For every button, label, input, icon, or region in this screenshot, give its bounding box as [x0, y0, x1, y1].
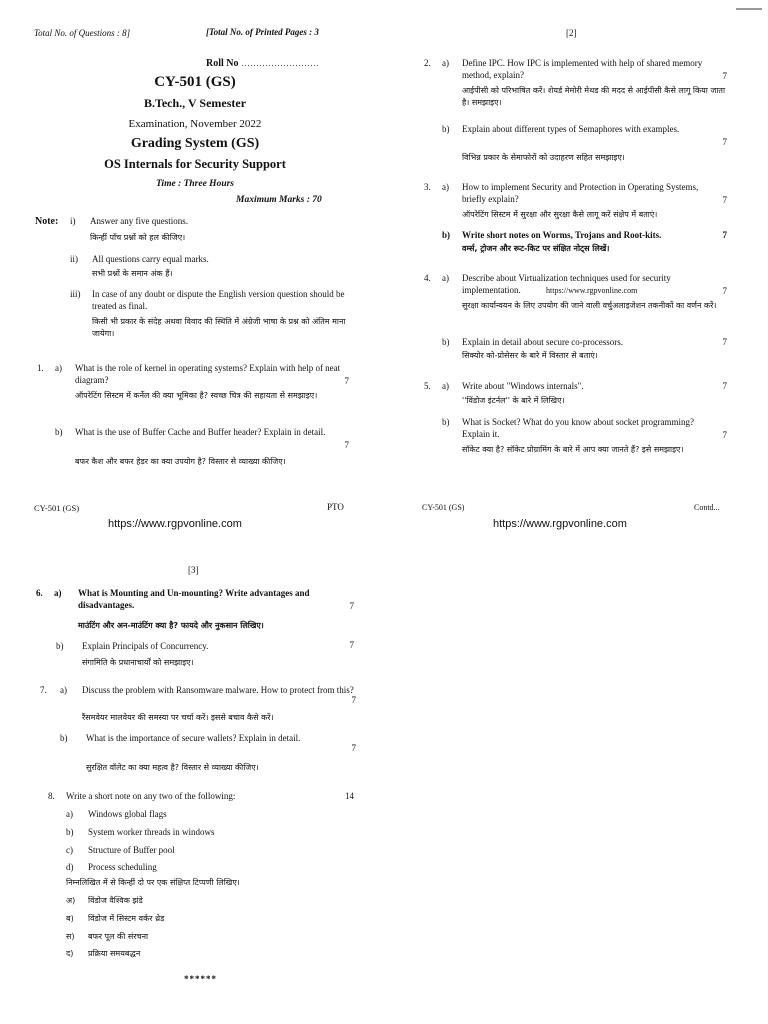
footer-url-1[interactable]: https://www.rgpvonline.com	[108, 518, 242, 530]
footer-contd: Contd...	[694, 503, 720, 512]
edge-mark	[736, 8, 762, 10]
time-label: Time : Three Hours	[155, 179, 235, 189]
paper-code: CY-501 (GS)	[154, 74, 236, 90]
page-number-3: [3]	[188, 565, 199, 575]
q8-item-b: b) System worker threads in windows	[66, 827, 215, 837]
end-marker: ******	[184, 974, 217, 984]
subject-title: OS Internals for Security Support	[104, 157, 286, 171]
grading-system: Grading System (GS)	[130, 136, 260, 151]
q8-hindi-item-a: अ) विंडोज वैश्विक झंडे	[66, 896, 143, 905]
total-questions: Total No. of Questions : 8]	[34, 28, 131, 38]
footer-url-2[interactable]: https://www.rgpvonline.com	[493, 518, 627, 530]
exam-session: Examination, November 2022	[128, 118, 262, 130]
page-number-2: [2]	[566, 28, 577, 38]
q8-item-a: a) Windows global flags	[66, 809, 167, 819]
course: B.Tech., V Semester	[143, 96, 247, 110]
q8-hindi-item-c: स) बफर पूल की संरचना	[66, 932, 149, 941]
q8-item-c: c) Structure of Buffer pool	[66, 845, 175, 855]
q8-item-d: d) Process scheduling	[66, 862, 157, 872]
max-marks: Maximum Marks : 70	[236, 195, 322, 205]
note-label: Note:	[35, 216, 59, 227]
footer-code-1: CY-501 (GS)	[34, 503, 80, 513]
roll-no-label: Roll No ..........................	[206, 58, 320, 69]
q8-hindi-instruction: निम्नलिखित में से किन्हीं दो पर एक संक्षिप्त टिप्पणी लिखिए।	[66, 878, 240, 887]
q8-hindi-item-d: द) प्रक्रिया समयबद्धन	[66, 949, 141, 958]
total-pages: [Total No. of Printed Pages : 3	[206, 27, 319, 37]
footer-code-2: CY-501 (GS)	[422, 503, 465, 512]
footer-pto: PTO	[327, 502, 344, 512]
q8-hindi-item-b: ब) विंडोज में सिस्टम वर्कर थ्रेड	[66, 914, 165, 923]
